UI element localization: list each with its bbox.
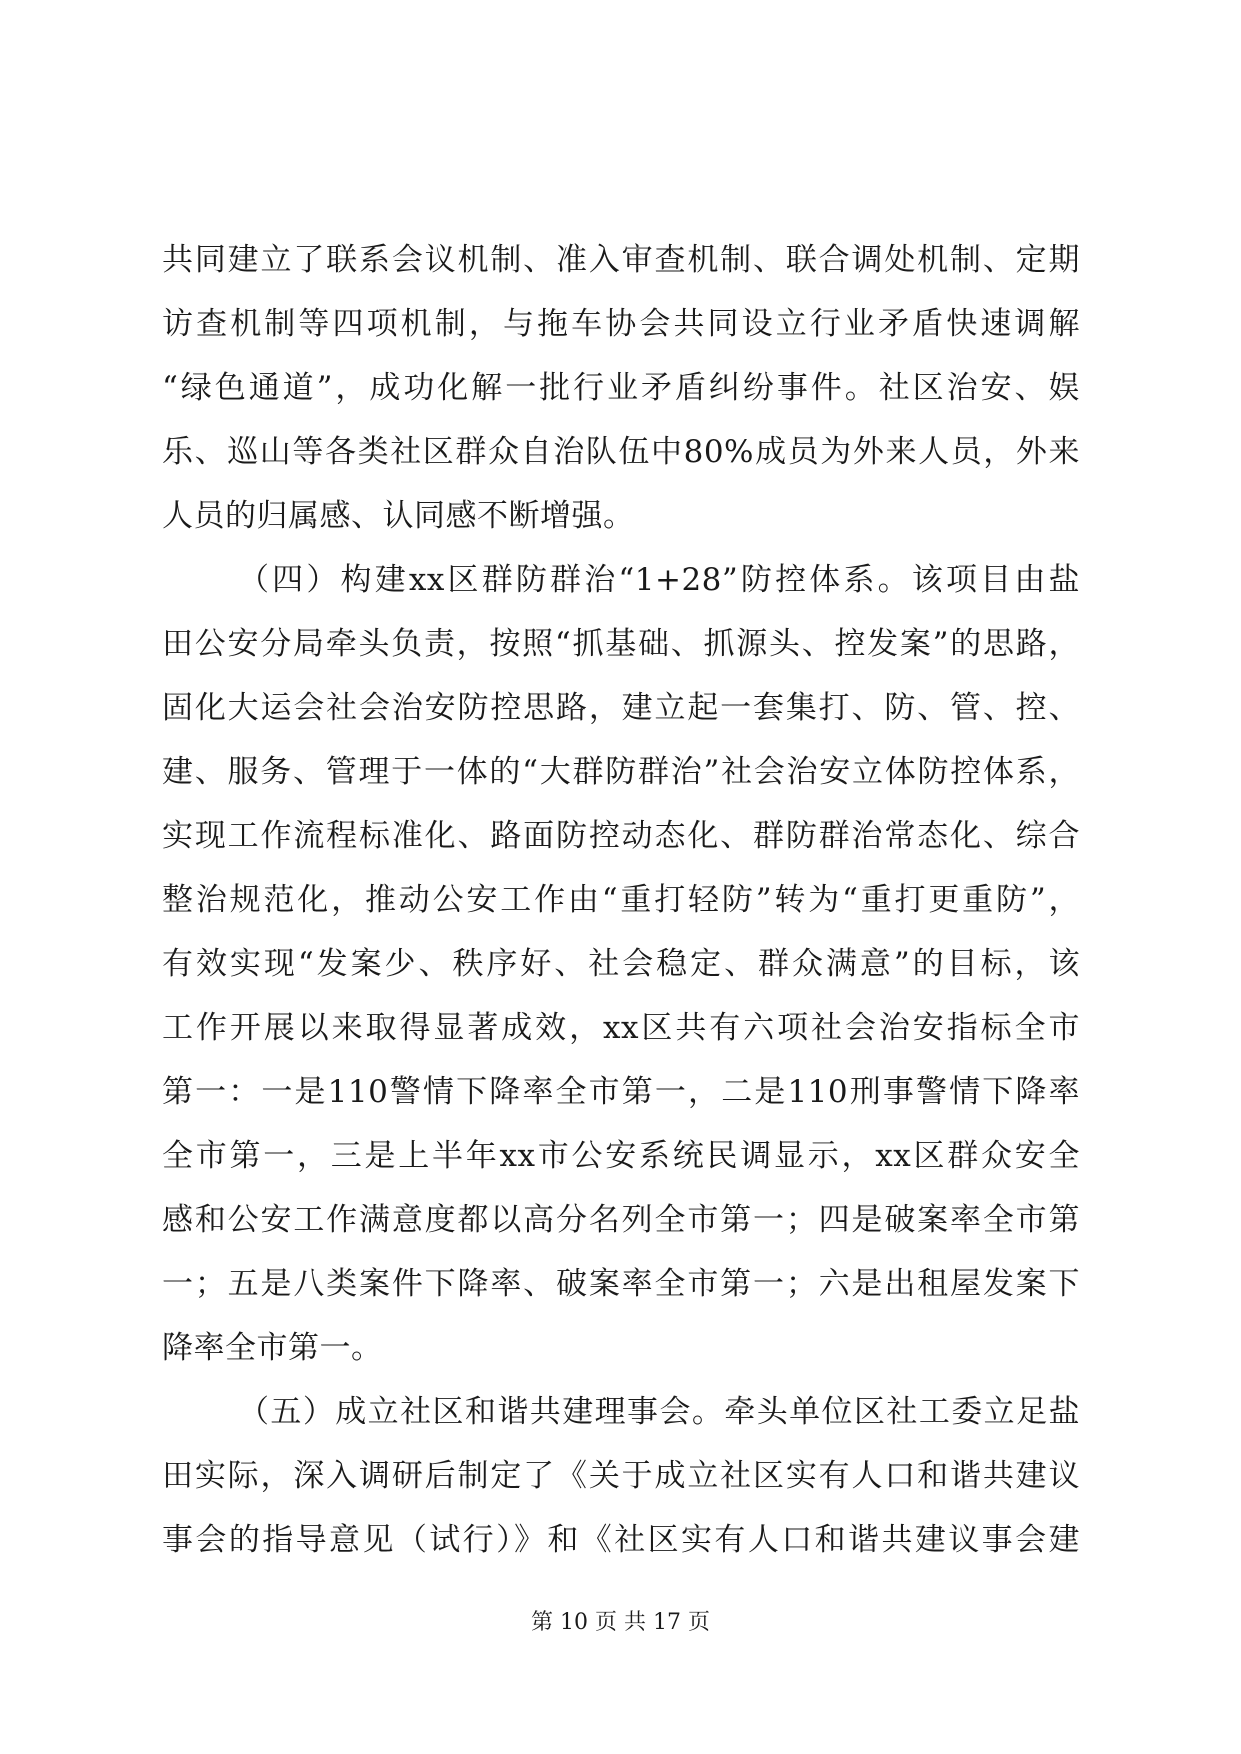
text-line: 人员的归属感、认同感不断增强。 xyxy=(162,498,635,534)
text-line: 实现工作流程标准化、路面防控动态化、群防群治常态化、综合 xyxy=(162,818,1080,854)
paragraph xyxy=(162,548,1080,1380)
text-line: 整治规范化，推动公安工作由“重打轻防”转为“重打更重防”， xyxy=(162,882,1080,918)
text-line: 访查机制等四项机制，与拖车协会共同设立行业矛盾快速调解 xyxy=(162,306,1080,342)
text-line: “绿色通道”，成功化解一批行业矛盾纠纷事件。社区治安、娱 xyxy=(162,370,1080,406)
text-line: （五）成立社区和谐共建理事会。牵头单位区社工委立足盐 xyxy=(238,1394,1080,1430)
text-line: 田实际，深入调研后制定了《关于成立社区实有人口和谐共建议 xyxy=(162,1458,1080,1494)
document-body xyxy=(162,228,1080,1572)
text-line: 有效实现“发案少、秩序好、社会稳定、群众满意”的目标，该 xyxy=(162,946,1080,982)
text-line: 固化大运会社会治安防控思路，建立起一套集打、防、管、控、 xyxy=(162,690,1080,726)
text-line: 田公安分局牵头负责，按照“抓基础、抓源头、控发案”的思路， xyxy=(162,626,1080,662)
paragraph xyxy=(162,1380,1080,1572)
text-line: 建、服务、管理于一体的“大群防群治”社会治安立体防控体系， xyxy=(162,754,1080,790)
page-number-footer: 第 10 页 共 17 页 xyxy=(531,1610,710,1635)
text-line: 一；五是八类案件下降率、破案率全市第一；六是出租屋发案下 xyxy=(162,1266,1080,1302)
text-line: （四）构建xx区群防群治“1+28”防控体系。该项目由盐 xyxy=(238,562,1080,598)
text-line: 事会的指导意见（试行）》和《社区实有人口和谐共建议事会建 xyxy=(162,1522,1080,1558)
paragraph xyxy=(162,228,1080,548)
text-line: 第一：一是110警情下降率全市第一，二是110刑事警情下降率 xyxy=(162,1074,1080,1110)
text-line: 乐、巡山等各类社区群众自治队伍中80%成员为外来人员，外来 xyxy=(162,434,1080,470)
text-line: 降率全市第一。 xyxy=(162,1330,383,1366)
text-line: 全市第一，三是上半年xx市公安系统民调显示，xx区群众安全 xyxy=(162,1138,1080,1174)
text-line: 共同建立了联系会议机制、准入审查机制、联合调处机制、定期 xyxy=(162,242,1080,278)
text-line: 工作开展以来取得显著成效，xx区共有六项社会治安指标全市 xyxy=(162,1010,1080,1046)
text-line: 感和公安工作满意度都以高分名列全市第一；四是破案率全市第 xyxy=(162,1202,1080,1238)
